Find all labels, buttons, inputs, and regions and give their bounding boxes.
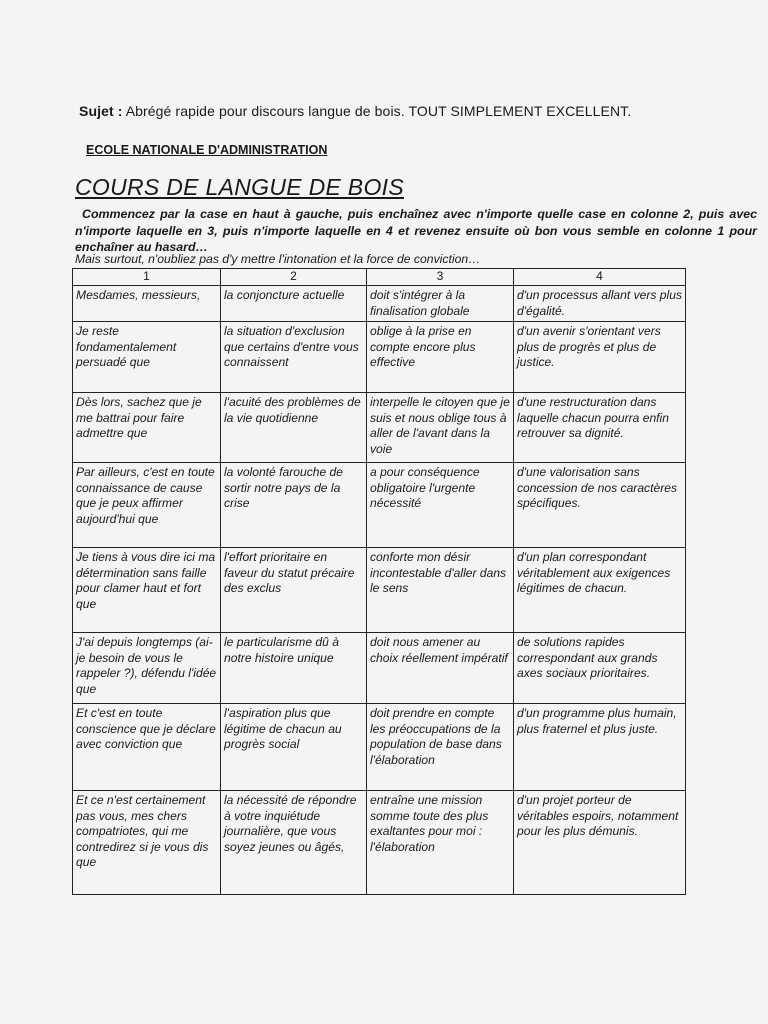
table-row — [73, 704, 686, 791]
table-row — [73, 393, 686, 463]
table-cell: doit s'intégrer à la finalisation globale — [367, 286, 514, 322]
table-cell: l'effort prioritaire en faveur du statut précaire des exclus — [221, 548, 367, 633]
table-row — [73, 548, 686, 633]
table-row — [73, 791, 686, 895]
table-row — [73, 322, 686, 393]
table-cell: interpelle le citoyen que je suis et nous oblige tous à aller de l'avant dans la voie — [367, 393, 514, 463]
column-header: 3 — [367, 269, 514, 286]
table-cell: la conjoncture actuelle — [221, 286, 367, 322]
table-cell: entraîne une mission somme toute des plus exaltantes pour moi : l'élaboration — [367, 791, 514, 895]
instructions-paragraph: Commencez par la case en haut à gauche, puis enchaînez avec n'importe quelle case en colonne 2, puis avec n'importe laquelle en 3, puis n'importe laquelle en 4 et revenez ensuite où bon vous semble en colonne 1 pour enchaîner au hasard… — [75, 207, 757, 254]
phrase-table — [72, 268, 686, 895]
table-cell: d'un processus allant vers plus d'égalité. — [514, 286, 686, 322]
table-cell: Et ce n'est certainement pas vous, mes chers compatriotes, qui me contredirez si je vous dis que — [73, 791, 221, 895]
table-cell: d'un projet porteur de véritables espoirs, notamment pour les plus démunis. — [514, 791, 686, 895]
table-cell: la situation d'exclusion que certains d'entre vous connaissent — [221, 322, 367, 393]
table-cell: de solutions rapides correspondant aux grands axes sociaux prioritaires. — [514, 633, 686, 704]
table-cell: d'un avenir s'orientant vers plus de progrès et plus de justice. — [514, 322, 686, 393]
table-cell: Dès lors, sachez que je me battrai pour faire admettre que — [73, 393, 221, 463]
table-row — [73, 286, 686, 322]
table-cell: d'une restructuration dans laquelle chacun pourra enfin retrouver sa dignité. — [514, 393, 686, 463]
table-row — [73, 633, 686, 704]
table-cell: conforte mon désir incontestable d'aller dans le sens — [367, 548, 514, 633]
table-cell: d'une valorisation sans concession de nos caractères spécifiques. — [514, 463, 686, 548]
subject-line — [79, 103, 739, 119]
column-header: 1 — [73, 269, 221, 286]
table-cell: doit prendre en compte les préoccupations de la population de base dans l'élaboration — [367, 704, 514, 791]
table-cell: la volonté farouche de sortir notre pays de la crise — [221, 463, 367, 548]
table-cell: d'un programme plus humain, plus fraternel et plus juste. — [514, 704, 686, 791]
table-cell: doit nous amener au choix réellement impératif — [367, 633, 514, 704]
table-cell: l'aspiration plus que légitime de chacun au progrès social — [221, 704, 367, 791]
note-line: Mais surtout, n'oubliez pas d'y mettre l'intonation et la force de conviction… — [75, 252, 481, 266]
table-cell: a pour conséquence obligatoire l'urgente nécessité — [367, 463, 514, 548]
subject-text: Abrégé rapide pour discours langue de bois. TOUT SIMPLEMENT EXCELLENT. — [122, 103, 632, 119]
column-header: 2 — [221, 269, 367, 286]
page-title: COURS DE LANGUE DE BOIS — [75, 174, 404, 200]
table-row — [73, 463, 686, 548]
table-cell: oblige à la prise en compte encore plus effective — [367, 322, 514, 393]
table-cell: Je reste fondamentalement persuadé que — [73, 322, 221, 393]
table-cell: Par ailleurs, c'est en toute connaissance de cause que je peux affirmer aujourd'hui que — [73, 463, 221, 548]
table-cell: l'acuité des problèmes de la vie quotidienne — [221, 393, 367, 463]
table-cell: la nécessité de répondre à votre inquiétude journalière, que vous soyez jeunes ou âgés, — [221, 791, 367, 895]
school-heading: ECOLE NATIONALE D'ADMINISTRATION — [86, 143, 328, 157]
table-cell: le particularisme dû à notre histoire unique — [221, 633, 367, 704]
table-cell: J'ai depuis longtemps (ai-je besoin de vous le rappeler ?), défendu l'idée que — [73, 633, 221, 704]
subject-label: Sujet : — [79, 103, 123, 119]
column-header: 4 — [514, 269, 686, 286]
table-cell: Et c'est en toute conscience que je déclare avec conviction que — [73, 704, 221, 791]
table-header-row — [73, 269, 686, 286]
table-cell: Je tiens à vous dire ici ma détermination sans faille pour clamer haut et fort que — [73, 548, 221, 633]
table-cell: Mesdames, messieurs, — [73, 286, 221, 322]
table-cell: d'un plan correspondant véritablement aux exigences légitimes de chacun. — [514, 548, 686, 633]
